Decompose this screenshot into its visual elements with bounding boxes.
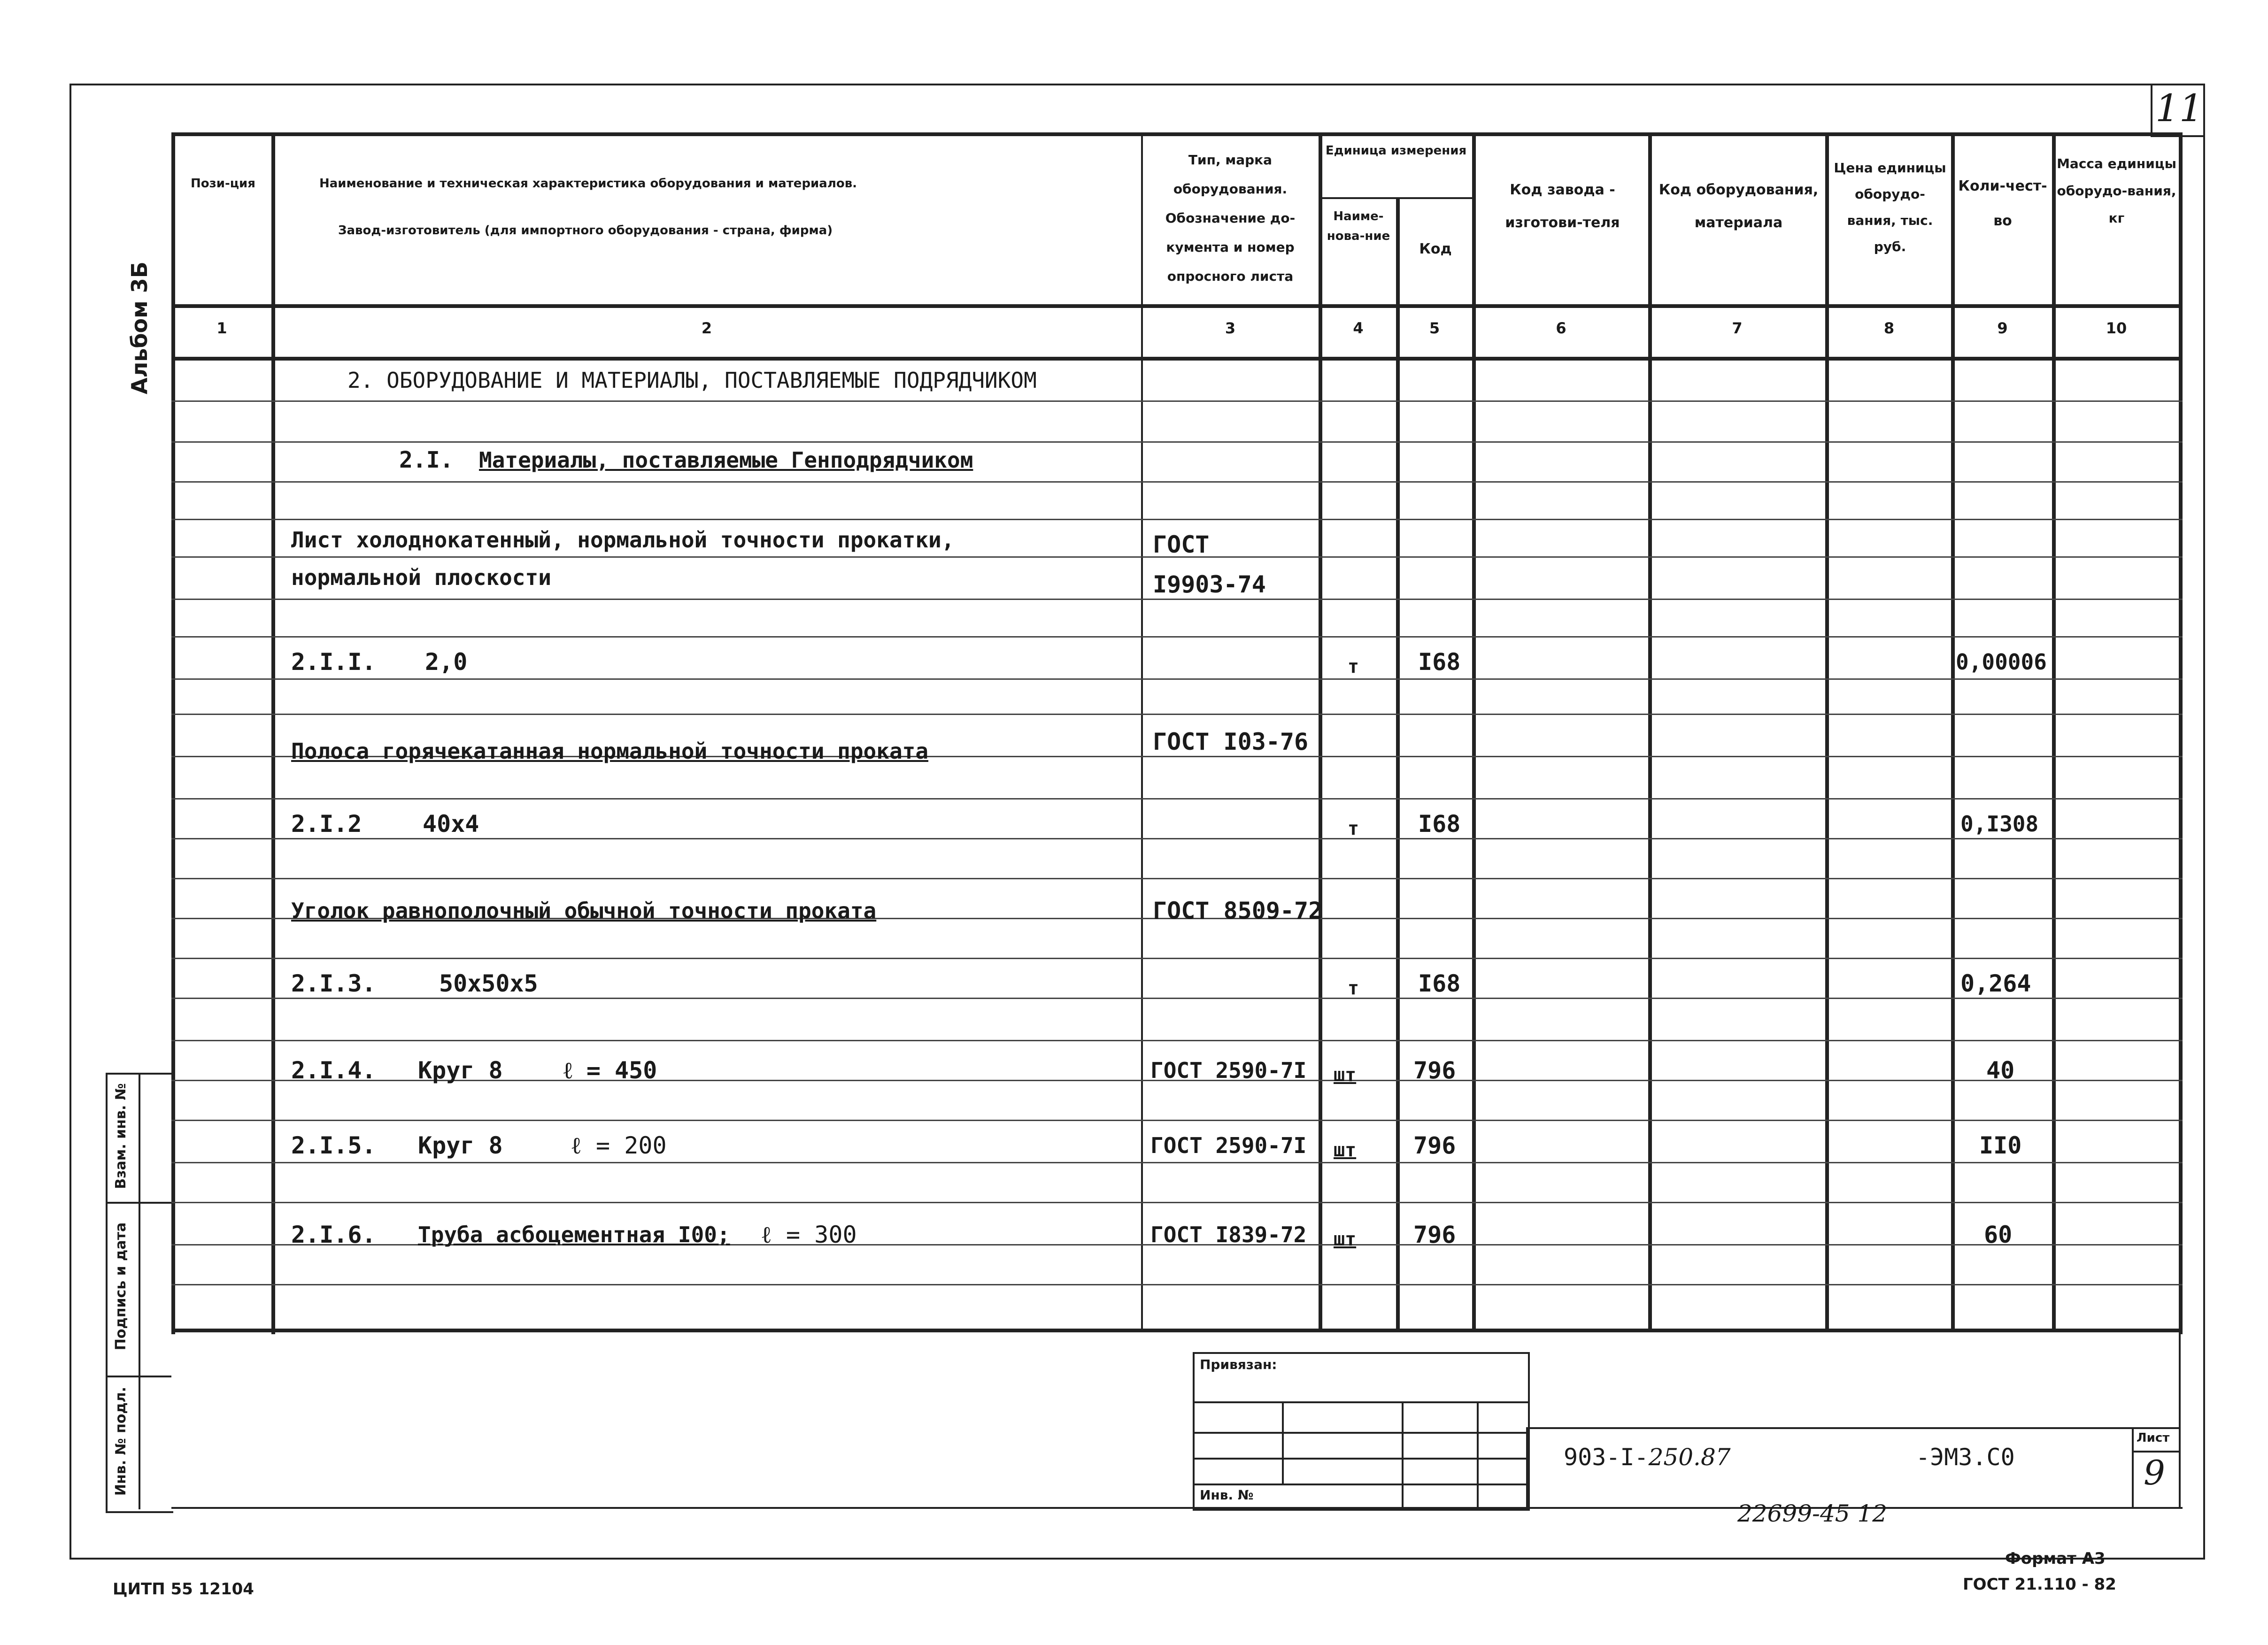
r212-unit: т <box>1348 818 1359 839</box>
colnum-7: 7 <box>1732 319 1743 337</box>
colnum-2: 2 <box>701 319 712 337</box>
row-line <box>171 599 2183 600</box>
r214-unit: шт <box>1334 1064 1357 1086</box>
r214-doc: ГОСТ 2590-7I <box>1150 1058 1307 1083</box>
item2-name: Полоса горячекатанная нормальной точности проката <box>291 738 929 764</box>
r215-length: ℓ = 200 <box>571 1132 667 1159</box>
margin-vzam: Взам. инв. № <box>113 1083 129 1189</box>
privyazan-vline2 <box>1402 1401 1404 1507</box>
col-divider-3-4 <box>1319 132 1322 1330</box>
r215-qty: II0 <box>1979 1132 2022 1159</box>
r216-code: 796 <box>1413 1221 1456 1248</box>
list-number: 9 <box>2144 1453 2165 1492</box>
row-line <box>171 878 2183 879</box>
privyazan-vline3 <box>1477 1401 1479 1507</box>
list-label: Лист <box>2137 1431 2170 1445</box>
header-col5: Код <box>1419 241 1452 257</box>
row-line <box>171 400 2183 402</box>
header-col1: Пози-ция <box>191 177 255 191</box>
row-line <box>171 636 2183 638</box>
row-line <box>171 1284 2183 1285</box>
row-line <box>171 1120 2183 1121</box>
cim-label: ЦИТП 55 12104 <box>113 1580 254 1599</box>
colnum-4: 4 <box>1353 319 1364 337</box>
subsection-title: Материалы, поставляемые Генподрядчиком <box>479 447 973 473</box>
row-line <box>171 481 2183 483</box>
subsection-num: 2.I. <box>399 447 454 473</box>
row-line <box>171 1162 2183 1163</box>
r211-name: 2,0 <box>425 648 468 676</box>
r211-unit: т <box>1348 656 1359 677</box>
r213-unit: т <box>1348 977 1359 999</box>
r214-code: 796 <box>1413 1057 1456 1084</box>
r216-doc: ГОСТ I839-72 <box>1150 1222 1307 1247</box>
col-divider-6-7 <box>1648 132 1652 1330</box>
row-line <box>171 798 2183 799</box>
col-divider-4-5 <box>1396 197 1400 1330</box>
item1-doc-line2: I9903-74 <box>1153 571 1266 598</box>
r216-pos: 2.I.6. <box>291 1221 376 1248</box>
row-line <box>171 519 2183 520</box>
header-col9: Коли-чест-во <box>1958 178 2047 229</box>
item3-doc: ГОСТ 8509-72 <box>1153 897 1323 924</box>
r213-code: I68 <box>1418 970 1461 997</box>
r211-qty: 0,00006 <box>1956 649 2047 675</box>
header-col4: Наиме-нова-ние <box>1327 209 1390 243</box>
doc-suffix: -ЭМ3.С0 <box>1916 1444 2015 1471</box>
row-line <box>171 958 2183 959</box>
r213-pos: 2.I.3. <box>291 970 376 997</box>
r215-code: 796 <box>1413 1132 1456 1159</box>
r215-doc: ГОСТ 2590-7I <box>1150 1133 1307 1158</box>
r212-code: I68 <box>1418 810 1461 838</box>
table-right-border <box>2179 132 2183 1334</box>
section-title: 2. ОБОРУДОВАНИЕ И МАТЕРИАЛЫ, ПОСТАВЛЯЕМЫЕ ПОДРЯДЧИКОМ <box>347 368 1037 393</box>
col-divider-9-10 <box>2052 132 2056 1330</box>
r216-length: ℓ = 300 <box>761 1221 857 1248</box>
unit-group-line <box>1319 197 1473 199</box>
header-col6: Код завода - изготови-теля <box>1505 182 1620 231</box>
r215-unit: шт <box>1334 1139 1357 1161</box>
doc-code <box>1564 1444 1731 1471</box>
colnum-8: 8 <box>1883 319 1895 337</box>
inv-no-label: Инв. № <box>1200 1487 1254 1503</box>
header-col2-line1: Наименование и техническая характеристика оборудования и материалов. <box>319 177 857 191</box>
r212-qty: 0,I308 <box>1960 811 2039 837</box>
header-col8: Цена единицы оборудо-вания, тыс. руб. <box>1834 160 1946 254</box>
colnum-3: 3 <box>1225 319 1236 337</box>
row-line <box>171 1202 2183 1203</box>
col-divider-5-6 <box>1472 132 1476 1330</box>
row-line <box>171 441 2183 443</box>
margin-podpis: Подпись и дата <box>113 1222 129 1351</box>
colnum-6: 6 <box>1556 319 1566 337</box>
doc-code-prefix: 903-I- <box>1564 1444 1649 1471</box>
r215-pos: 2.I.5. <box>291 1132 376 1159</box>
margin-inv: Инв. № подл. <box>113 1386 129 1496</box>
col-divider-2-3 <box>1141 132 1143 1330</box>
row-line <box>171 714 2183 715</box>
row-line <box>171 838 2183 839</box>
colnum-5: 5 <box>1429 319 1440 337</box>
item2-doc: ГОСТ I03-76 <box>1153 728 1309 755</box>
colnum-9: 9 <box>1997 319 2008 337</box>
header-col2-line2: Завод-изготовитель (для импортного оборудования - страна, фирма) <box>338 223 833 238</box>
table-bottom-line <box>171 1329 2183 1332</box>
r216-name: Труба асбоцементная I00; <box>418 1222 730 1247</box>
gost-footer: ГОСТ 21.110 - 82 <box>1963 1575 2116 1594</box>
left-margin-divider <box>139 1073 140 1509</box>
item1-doc-line1: ГОСТ <box>1153 531 1210 558</box>
doc-code-hand: 250.87 <box>1648 1444 1731 1471</box>
r211-pos: 2.I.I. <box>291 648 376 676</box>
r213-name: 50х50х5 <box>439 970 538 997</box>
item1-name-line1: Лист холоднокатенный, нормальной точности прокатки, <box>291 527 955 553</box>
r216-unit: шт <box>1334 1229 1357 1250</box>
sheet-corner-number: 11 <box>2155 86 2203 130</box>
header-bottom-line <box>171 304 2183 308</box>
title-block-left <box>1526 1427 1528 1509</box>
r215-name: Круг 8 <box>418 1132 503 1159</box>
item3-name: Уголок равнополочный обычной точности проката <box>291 898 877 923</box>
header-col3: Тип, марка оборудования. Обозначение до-кумента и номер опросного листа <box>1165 152 1296 284</box>
below-stamp-number: 22699-45 12 <box>1737 1500 1888 1527</box>
r213-qty: 0,264 <box>1960 970 2031 997</box>
privyazan-label: Привязан: <box>1200 1357 1277 1372</box>
format-label: Формат А3 <box>2005 1549 2106 1568</box>
r214-qty: 40 <box>1986 1057 2015 1084</box>
row-line <box>171 998 2183 999</box>
colnum-bottom-line <box>171 357 2183 361</box>
title-block-top <box>1526 1427 2181 1429</box>
album-label: Альбом 3Б <box>127 261 152 394</box>
r214-name: Круг 8 <box>418 1057 503 1084</box>
col-divider-1-2 <box>271 132 275 1334</box>
privyazan-vline1 <box>1282 1401 1284 1485</box>
col-divider-7-8 <box>1825 132 1829 1330</box>
col-divider-8-9 <box>1951 132 1955 1330</box>
header-col10: Масса единицы оборудо-вания, кг <box>2057 156 2176 226</box>
row-line <box>171 678 2183 680</box>
r214-length: ℓ = 450 <box>563 1057 657 1084</box>
r212-pos: 2.I.2 <box>291 810 362 838</box>
r214-pos: 2.I.4. <box>291 1057 376 1084</box>
colnum-1: 1 <box>216 319 227 337</box>
item1-name-line2: нормальной плоскости <box>291 565 551 590</box>
colnum-10: 10 <box>2106 319 2127 337</box>
list-box-line <box>2132 1451 2181 1453</box>
header-unit-group: Единица измерения <box>1325 144 1467 158</box>
row-line <box>171 1040 2183 1041</box>
header-top-line <box>171 132 2183 136</box>
r212-name: 40х4 <box>423 810 479 838</box>
header-col7: Код оборудования, материала <box>1659 182 1819 231</box>
r211-code: I68 <box>1418 648 1461 676</box>
r216-qty: 60 <box>1984 1221 2013 1248</box>
